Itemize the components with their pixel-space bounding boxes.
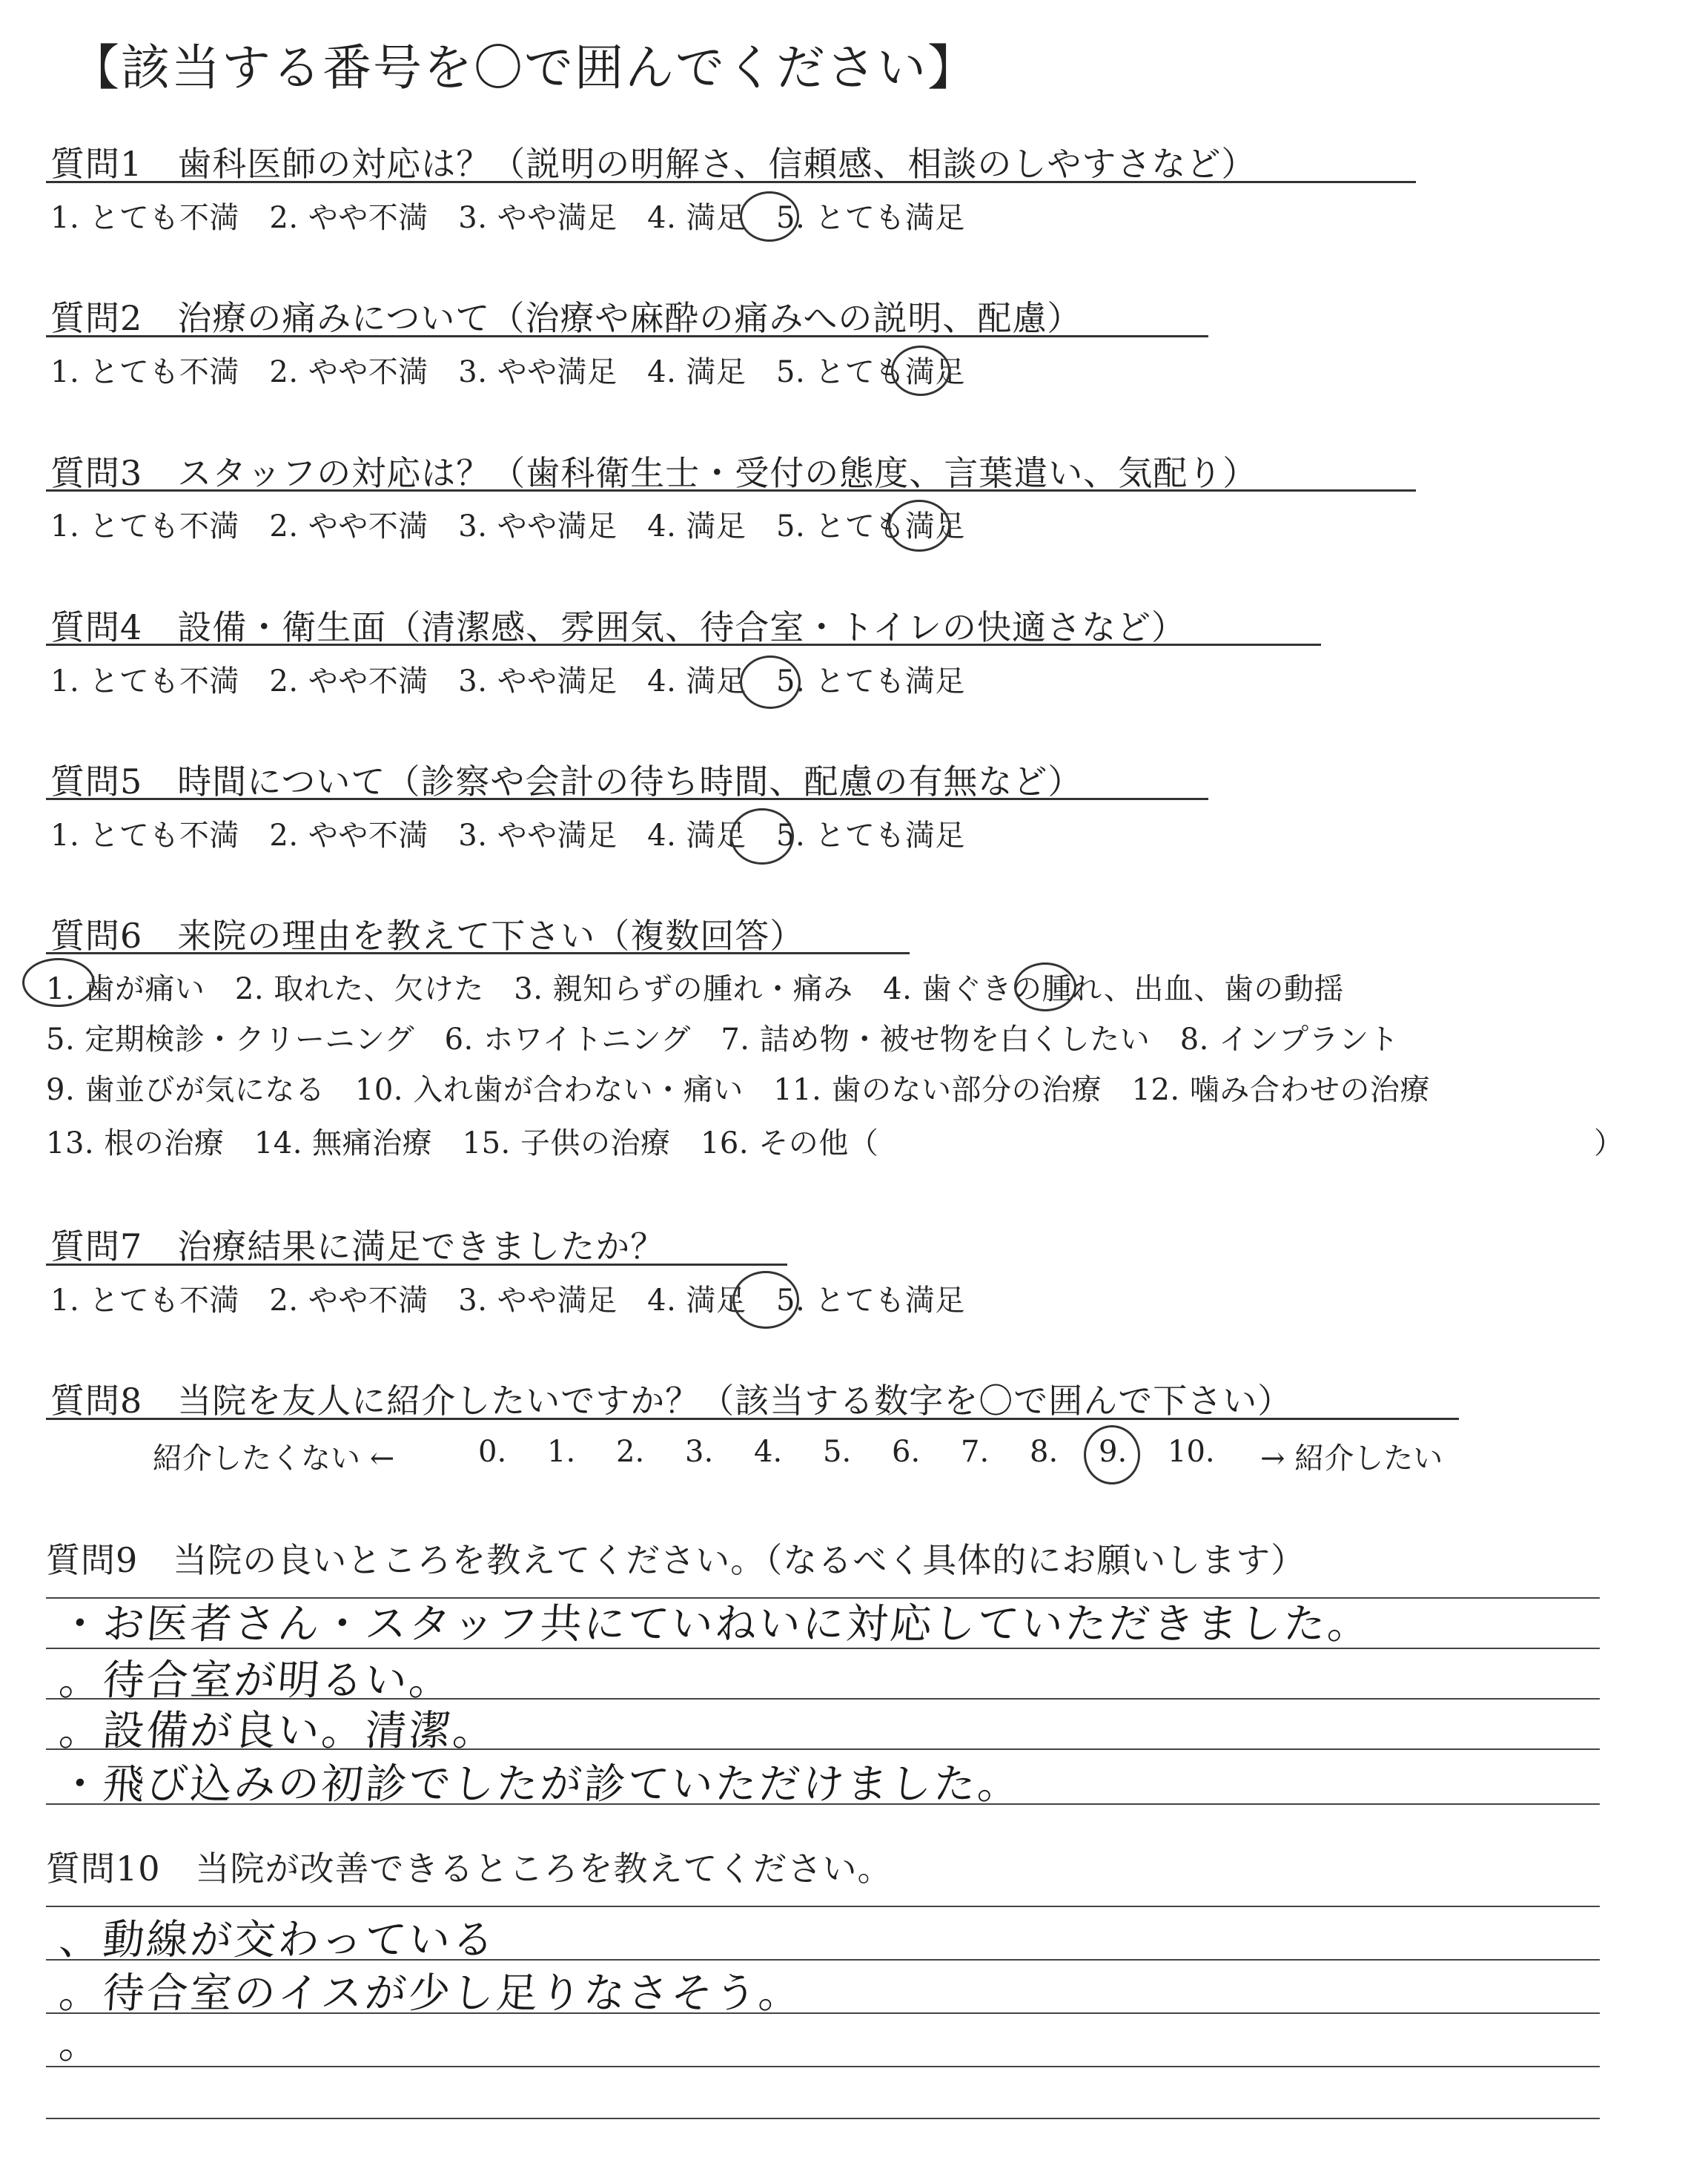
q8-scale-8[interactable]: 8. bbox=[1030, 1435, 1059, 1469]
q2-selected-circle bbox=[891, 346, 950, 396]
q8-right-label: → 紹介したい bbox=[1260, 1441, 1443, 1476]
q9-answer-4[interactable]: ・飛び込みの初診でしたが診ていただけました。 bbox=[57, 1760, 1023, 1809]
q7-options[interactable]: 1. とても不満 2. やや不満 3. やや満足 4. 満足 5. とても満足 bbox=[50, 1284, 965, 1318]
q9-line-4 bbox=[46, 1803, 1600, 1805]
q6-selected-circle-4 bbox=[1014, 962, 1076, 1011]
q9-title: 質問9 当院の良いところを教えてください。（なるべく具体的にお願いします） bbox=[46, 1540, 1306, 1580]
q10-answer-1[interactable]: 、動線が交わっている bbox=[57, 1916, 498, 1964]
q9-answer-3[interactable]: 。設備が良い。清潔。 bbox=[57, 1707, 498, 1755]
q8-scale-7[interactable]: 7. bbox=[961, 1435, 990, 1469]
q3-underline bbox=[46, 489, 1416, 492]
q8-underline bbox=[46, 1418, 1459, 1420]
q1-underline bbox=[46, 181, 1416, 183]
q8-left-label: 紹介したくない ← bbox=[153, 1441, 395, 1476]
q4-title: 質問4 設備・衛生面（清潔感、雰囲気、待合室・トイレの快適さなど） bbox=[50, 607, 1186, 647]
q10-line-2 bbox=[46, 2012, 1600, 2014]
q10-answer-3[interactable]: 。 bbox=[57, 2020, 105, 2068]
q10-title: 質問10 当院が改善できるところを教えてください。 bbox=[46, 1849, 893, 1889]
q8-scale-1[interactable]: 1. bbox=[547, 1435, 576, 1469]
q1-options[interactable]: 1. とても不満 2. やや不満 3. やや満足 4. 満足 5. とても満足 bbox=[50, 201, 965, 235]
q6-row1[interactable]: 1. 歯が痛い 2. 取れた、欠けた 3. 親知らずの腫れ・痛み 4. 歯ぐきの腫れ、出血、歯の動揺 bbox=[46, 972, 1344, 1006]
q7-underline bbox=[46, 1264, 787, 1266]
q8-scale-6[interactable]: 6. bbox=[892, 1435, 921, 1469]
q6-row4[interactable]: 13. 根の治療 14. 無痛治療 15. 子供の治療 16. その他（ bbox=[46, 1126, 879, 1160]
q6-row3[interactable]: 9. 歯並びが気になる 10. 入れ歯が合わない・痛い 11. 歯のない部分の治療 12. 噛み合わせの治療 bbox=[46, 1073, 1430, 1107]
q3-selected-circle bbox=[888, 500, 950, 552]
q2-underline bbox=[46, 335, 1208, 337]
q5-title: 質問5 時間について（診察や会計の待ち時間、配慮の有無など） bbox=[50, 762, 1083, 802]
q4-selected-circle bbox=[740, 655, 801, 709]
q6-underline bbox=[46, 952, 910, 954]
q3-title: 質問3 スタッフの対応は？（歯科衛生士・受付の態度、言葉遣い、気配り） bbox=[50, 453, 1258, 493]
q8-scale-0[interactable]: 0. bbox=[478, 1435, 507, 1469]
q2-title: 質問2 治療の痛みについて（治療や麻酔の痛みへの説明、配慮） bbox=[50, 298, 1082, 338]
q5-selected-circle bbox=[730, 808, 794, 865]
q9-line-0 bbox=[46, 1597, 1600, 1599]
q8-scale-10[interactable]: 10. bbox=[1168, 1435, 1215, 1469]
q8-scale-2[interactable]: 2. bbox=[616, 1435, 645, 1469]
q5-underline bbox=[46, 798, 1208, 800]
q7-selected-circle bbox=[732, 1271, 799, 1329]
q1-selected-circle bbox=[740, 191, 799, 242]
q8-title: 質問8 当院を友人に紹介したいですか？（該当する数字を〇で囲んで下さい） bbox=[50, 1381, 1293, 1421]
q9-line-3 bbox=[46, 1748, 1600, 1750]
q8-scale-4[interactable]: 4. bbox=[754, 1435, 783, 1469]
q2-options[interactable]: 1. とても不満 2. やや不満 3. やや満足 4. 満足 5. とても満足 bbox=[50, 355, 965, 389]
q8-scale-3[interactable]: 3. bbox=[685, 1435, 714, 1469]
q10-answer-2[interactable]: 。待合室のイスが少し足りなさそう。 bbox=[57, 1969, 804, 2018]
q5-options[interactable]: 1. とても不満 2. やや不満 3. やや満足 4. 満足 5. とても満足 bbox=[50, 819, 965, 853]
q6-selected-circle-1 bbox=[22, 958, 95, 1007]
q6-row2[interactable]: 5. 定期検診・クリーニング 6. ホワイトニング 7. 詰め物・被せ物を白くしたい 8. インプラント bbox=[46, 1023, 1400, 1057]
q7-title: 質問7 治療結果に満足できましたか？ bbox=[50, 1226, 666, 1266]
q4-options[interactable]: 1. とても不満 2. やや不満 3. やや満足 4. 満足 5. とても満足 bbox=[50, 664, 965, 698]
q8-scale-5[interactable]: 5. bbox=[823, 1435, 852, 1469]
q1-title: 質問1 歯科医師の対応は？（説明の明解さ、信頼感、相談のしやすさなど） bbox=[50, 144, 1257, 184]
q9-answer-1[interactable]: ・お医者さん・スタッフ共にていねいに対応していただきました。 bbox=[57, 1600, 1373, 1648]
q6-title: 質問6 来院の理由を教えて下さい（複数回答） bbox=[50, 916, 805, 956]
q10-line-3 bbox=[46, 2066, 1600, 2067]
q10-line-4 bbox=[46, 2118, 1600, 2119]
q6-row4-close: ） bbox=[1594, 1126, 1624, 1160]
q9-answer-2[interactable]: 。待合室が明るい。 bbox=[57, 1657, 454, 1705]
q3-options[interactable]: 1. とても不満 2. やや不満 3. やや満足 4. 満足 5. とても満足 bbox=[50, 509, 965, 544]
q8-selected-circle bbox=[1084, 1425, 1140, 1484]
page-heading: 【該当する番号を〇で囲んでください】 bbox=[70, 39, 978, 96]
q8-scale-9[interactable]: 9. bbox=[1099, 1435, 1128, 1469]
q4-underline bbox=[46, 644, 1321, 646]
